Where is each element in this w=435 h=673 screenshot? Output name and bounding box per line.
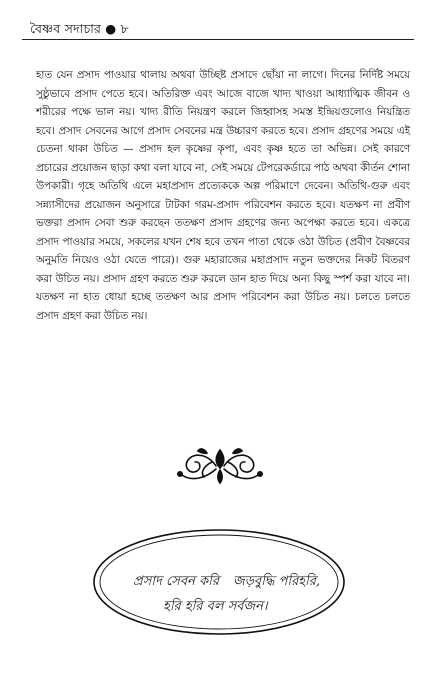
quote-line-1-right: জড়বুদ্ধি পরিহরি, [233,574,321,589]
floral-flourish-icon [174,444,266,488]
running-title: বৈষ্ণব সদাচার ● ৮ [30,21,129,36]
quote-oval [91,527,347,637]
body-paragraph: হাত যেন প্রসাদ পাওয়ার থালায় অথবা উচ্ছিষ্ট প্রসাদে ছোঁয়া না লাগে। দিনের নির্দিষ্ট সময়ে সুষ্ঠুভাবে প্রসাদ পেতে হবে। অতিরিক্ত এবং আজে বাজে খাদ্য খাওয়া আধ্যাত্মিক জীবন ও শরীরের পক্ষে ভাল নয়। খাদ্য রীতি নিয়ন্ত্রণ করলে জিহ্বাসহ সমস্ত ইন্দ্রিয়গুলোও নিয়ন্ত্রিত হবে। প্রসাদ সেবনের আগে প্রসাদ সেবনের মন্ত্র উচ্চারণ করতে হবে। প্রসাদ গ্রহণের সময়ে এই চেতনা থাকা উচিত — প্রসাদ হল কৃষ্ণের কৃপা, এবং কৃষ্ণ হতে তা অভিন্ন। সেই কারণে প্রচারের প্রয়োজন ছাড়া কথা বলা যাবে না, সেই সময়ে টেপরেকর্ডারে পাঠ অথবা কীর্তন শোনা উপকারী। গৃহে অতিথি এলে মহাপ্রসাদ প্রত্যেককে অল্প পরিমাণে দেবেন। অতিথি-গুরু এবং সন্ন্যাসীদের প্রয়োজন অনুসারে টাটকা গরম-প্রসাদ পরিবেশন করতে হবে। যতক্ষণ না প্রবীণ ভক্তরা প্রসাদ সেবা শুরু করছেন ততক্ষণ প্রসাদ গ্রহণের জন্য অপেক্ষা করতে হবে। একত্রে প্রসাদ পাওয়ার সময়ে, সকলের যখন শেষ হবে তখন পাতা থেকে ওঠা উচিত (প্রবীণ বৈষ্ণবের অনুমতি নিয়েও ওঠা যেতে পারে)। গুরু মহারাজের মহাপ্রসাদ নতুন ভক্তদের নিকট বিতরণ করা উচিত নয়। প্রসাদ গ্রহণ করতে শুরু করলে ডান হাত দিয়ে অন্য কিছু স্পর্শ করা যাবে না। যতক্ষণ না হাত ধোয়া হচ্ছে ততক্ষণ আর প্রসাদ পরিবেশন করা উচিত নয়। চলতে চলতে প্রসাদ গ্রহণ করা উচিত নয়। [36,69,410,322]
quote-line-1-left: প্রসাদ সেবন করি [133,574,219,589]
quote-line-2: হরি হরি বল সর্বজন। [163,599,268,614]
header-rule [22,39,414,40]
page-header [22,18,414,40]
